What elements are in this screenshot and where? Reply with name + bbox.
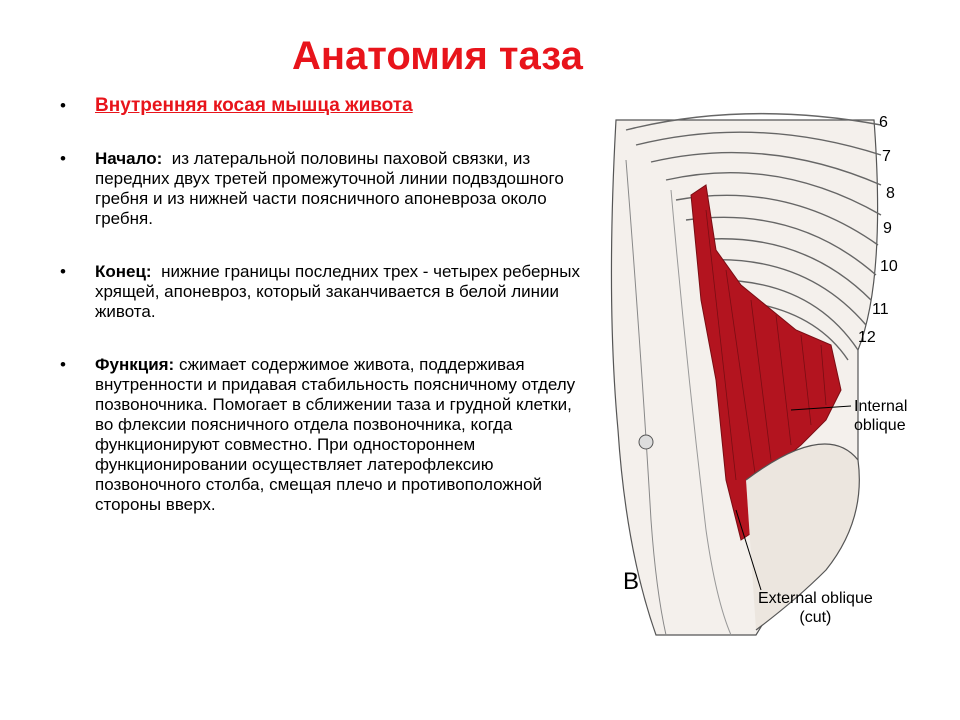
bullet-dot: • <box>60 149 66 168</box>
torso-illustration <box>596 100 926 640</box>
navel <box>639 435 653 449</box>
internal-oblique-line1: Internal <box>854 398 908 415</box>
rib-label-8: 8 <box>886 185 895 202</box>
bullet-list <box>60 92 580 515</box>
rib-label-6: 6 <box>879 114 888 131</box>
rib-label-12: 12 <box>858 329 876 346</box>
external-oblique-label <box>758 589 873 627</box>
rib-label-11: 11 <box>872 301 889 318</box>
bullet-subtitle <box>60 96 580 116</box>
internal-oblique-label <box>854 397 907 435</box>
function-label: Функция: <box>95 355 175 374</box>
bullet-function <box>60 355 580 515</box>
end-text: нижние границы последних трех - четырех реберных хрящей, апоневроз, который заканчивается в белой линии живота. <box>95 262 580 321</box>
bullet-dot: • <box>60 262 66 281</box>
rib-label-10: 10 <box>880 258 898 275</box>
external-oblique-line2: (cut) <box>799 609 832 626</box>
bullet-end <box>60 262 580 322</box>
external-oblique-line1: External oblique <box>758 590 873 607</box>
rib-label-7: 7 <box>882 148 891 165</box>
subtitle: Внутренняя косая мышца живота <box>95 95 413 116</box>
function-text: сжимает содержимое живота, поддерживая внутренности и придавая стабильность поясничному отделу позвоночника. Помогает в сближении таза и грудной клетки, во флексии поясничного отдела позвоночника, когда функционируют совместно. При одностороннем функционировании осуществляет латерофлексию позвоночного столба, смещая плечо и противоположной стороны вверх. <box>95 355 576 514</box>
page-title: Анатомия таза <box>292 34 583 78</box>
start-text: из латеральной половины паховой связки, из передних двух третей промежуточной линии подвздошного гребня и из нижней части поясничного апоневроза около гребня. <box>95 149 564 228</box>
anatomy-figure <box>596 100 926 640</box>
bullet-dot: • <box>60 96 66 115</box>
bullet-start <box>60 149 580 229</box>
bullet-dot: • <box>60 355 66 374</box>
figure-letter: B <box>623 568 640 595</box>
start-label: Начало: <box>95 149 163 168</box>
rib-label-9: 9 <box>883 220 892 237</box>
end-label: Конец: <box>95 262 152 281</box>
internal-oblique-line2: oblique <box>854 417 906 434</box>
